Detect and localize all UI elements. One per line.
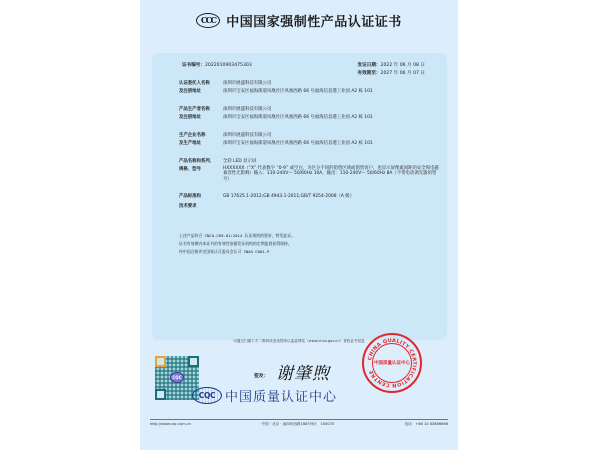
field-manufacturer-address xyxy=(179,114,439,122)
field-label: 及注册地址 xyxy=(179,114,201,120)
qr-finder-icon xyxy=(155,356,166,367)
field-product-model xyxy=(179,166,439,183)
field-value: GB 17625.1-2012;GB 4943.1-2011;GB/T 9254-2008（A 级） xyxy=(223,194,355,200)
field-value: 深圳市展盛科技有限公司 xyxy=(223,133,272,138)
certificate-page xyxy=(140,0,458,450)
signature: 谢肇煦 xyxy=(276,364,330,384)
qr-finder-icon xyxy=(188,356,199,367)
field-factory-address xyxy=(179,140,439,148)
field-manufacturer-name xyxy=(179,106,439,114)
footer-address: 中国 · 北京 · 南四环西路188号9区 100070 xyxy=(261,422,335,426)
issuer-name: 中国质量认证中心 xyxy=(225,390,338,405)
certificate-panel xyxy=(152,53,447,340)
field-value: 全彩 LED 显示屏 xyxy=(223,159,257,164)
field-value xyxy=(223,203,439,211)
field-factory-name xyxy=(179,132,439,140)
field-label: 生产企业名称 xyxy=(179,133,206,138)
cqc-logo-icon: CQC xyxy=(192,387,222,404)
field-label: 及注册地址 xyxy=(179,88,201,94)
issue-date xyxy=(358,62,425,70)
qr-finder-icon xyxy=(155,389,166,400)
field-product-standard xyxy=(179,193,439,201)
cqc-badge-icon: CQC xyxy=(170,372,184,383)
certificate-title: 中国国家强制性产品认证证书 xyxy=(226,14,402,30)
certificate-dates xyxy=(358,62,425,77)
field-label: 产品名称和系列、 xyxy=(179,159,215,164)
verify-instructions: 可通过扫描下方二维码或登录国家认监委网站（www.cnca.gov.cn）查验证书信息 xyxy=(233,339,365,343)
field-label: 规格、型号 xyxy=(179,166,201,172)
cert-no-value: 2022010903475303 xyxy=(204,63,252,68)
field-value: HXXXXXX（“X” 代表数字 “0-9” 或空白，为区分不同的销售区域或销售客户，也显示屏像素间距的安全和电磁兼容性无影响）输入：110-240V～ 50/60Hz 10A，输出：110-240V～ 50/60Hz 8A（不带电动调光器的型号） xyxy=(223,165,439,182)
footer-phone: 电话：+86 10 83886666 xyxy=(404,422,448,426)
certificate-header xyxy=(140,0,458,40)
expiry-date-value: 2027 年 06 月 07 日 xyxy=(380,70,425,76)
expiry-date-label: 有效期至： xyxy=(357,70,381,76)
cert-no-label: 证书编号： xyxy=(182,63,205,68)
svg-text:CHINA QUALITY CERTIFICATION CE: CHINA QUALITY CERTIFICATION CENTRE xyxy=(367,337,418,389)
field-product-name xyxy=(179,158,439,166)
official-seal-icon xyxy=(362,333,422,393)
field-value: 深圳市宝安区福海街道凤凰社区凤凰西路 66 号福海信息港工业园 A2 栋 101 xyxy=(223,140,373,146)
issue-date-label: 发证日期： xyxy=(357,63,381,68)
certificate-notes xyxy=(179,232,295,256)
ccc-logo-icon: CCC xyxy=(196,13,220,28)
issue-date-value: 2022 年 06 月 08 日 xyxy=(380,63,425,68)
footer-divider xyxy=(150,419,448,420)
field-label: 产品标准和 xyxy=(179,194,201,200)
field-applicant-name xyxy=(179,80,439,88)
field-applicant-address xyxy=(179,88,439,96)
note-line: 经中国合格评定国家认可委员会认可 CNAS C001-P xyxy=(179,249,270,254)
expiry-date xyxy=(358,70,425,78)
field-label: 及生产地址 xyxy=(179,140,201,146)
note-line: 上述产品符合 CNCA-C09-01:2014 认证规则的要求，特发此证。 xyxy=(179,233,296,238)
field-label: 产品生产者名称 xyxy=(179,107,210,112)
field-value: 深圳市宝安区福海街道凤凰社区凤凰西路 66 号福海信息港工业园 A2 栋 101 xyxy=(223,114,373,120)
certificate-number xyxy=(182,62,252,68)
field-technical-requirements xyxy=(179,203,439,211)
signature-label: 签发： xyxy=(254,374,269,379)
field-value: 深圳市展盛科技有限公司 xyxy=(223,81,272,86)
seal-inner-text: 中国质量认证中心 xyxy=(372,343,412,383)
field-label: 认证委托人名称 xyxy=(179,81,210,86)
field-value: 深圳市展盛科技有限公司 xyxy=(223,107,272,112)
field-value: 深圳市宝安区福海街道凤凰社区凤凰西路 66 号福海信息港工业园 A2 栋 101 xyxy=(223,88,373,94)
issuer-block xyxy=(192,386,337,405)
field-label: 技术要求 xyxy=(179,203,197,209)
note-line: 证书有效期内本证书的有效性依据发证机构的定期监督获得保持。 xyxy=(179,241,292,246)
footer-website[interactable]: http://www.cqc.com.cn xyxy=(150,422,192,426)
certificate-fields xyxy=(179,80,439,210)
footer xyxy=(150,422,448,427)
